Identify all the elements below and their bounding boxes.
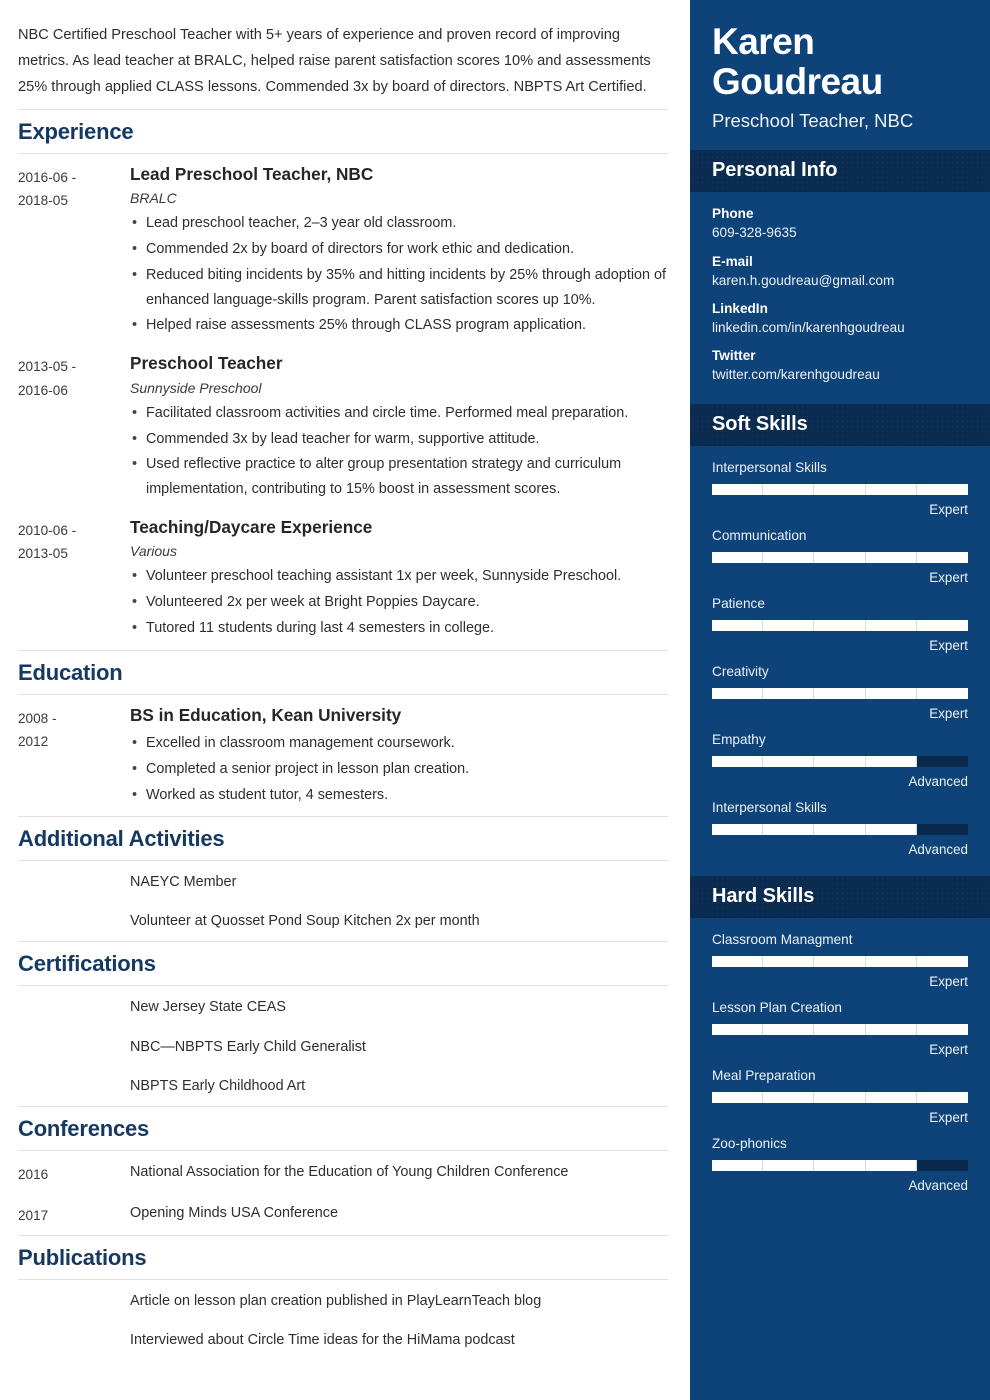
entry-body bbox=[130, 517, 668, 642]
section-education bbox=[18, 650, 668, 809]
row-text: National Association for the Education of Young Children Conference bbox=[130, 1163, 569, 1180]
skill-bar bbox=[712, 1092, 968, 1103]
skill-item bbox=[712, 1000, 968, 1057]
skill-bar-ticks bbox=[712, 824, 968, 835]
bullet-item: • Volunteered 2x per week at Bright Poppies Daycare. bbox=[130, 590, 668, 615]
row-text: NAEYC Member bbox=[130, 874, 237, 891]
bullet-item: • Helped raise assessments 25% through CLASS program application. bbox=[130, 313, 668, 338]
skill-name: Zoo-phonics bbox=[712, 1135, 787, 1151]
entry-title: Lead Preschool Teacher, NBC bbox=[130, 163, 374, 184]
contact-item-twitter bbox=[712, 348, 968, 384]
entry-organization: BRALC bbox=[130, 190, 177, 207]
bullet-item: • Commended 2x by board of directors for work ethic and dedication. bbox=[130, 237, 668, 262]
bullet-item: • Completed a senior project in lesson plan creation. bbox=[130, 757, 668, 782]
professional-summary: NBC Certified Preschool Teacher with 5+ years of experience and proven record of improving metrics. As lead teacher at BRALC, helped raise parent satisfaction scores 10% and assessments 25% through applied CLASS lessons. Commended 3x by board of directors. NBPTS Art Certified. bbox=[18, 27, 651, 95]
entry-bullets bbox=[130, 731, 668, 807]
skill-bar bbox=[712, 552, 968, 563]
contact-value[interactable]: 609-328-9635 bbox=[712, 225, 797, 241]
skill-bar-ticks bbox=[712, 756, 968, 767]
row-text: Opening Minds USA Conference bbox=[130, 1205, 338, 1221]
additional-activities-rows bbox=[18, 861, 668, 933]
soft-skills-body bbox=[690, 446, 990, 876]
contact-label: Phone bbox=[712, 206, 754, 222]
entry-dates bbox=[18, 705, 130, 809]
skill-name: Interpersonal Skills bbox=[712, 459, 827, 475]
section-title-conferences: Conferences bbox=[18, 1115, 150, 1141]
experience-entries bbox=[18, 154, 668, 642]
row-date bbox=[18, 996, 130, 1019]
entry-organization: Various bbox=[130, 543, 177, 560]
contact-value[interactable]: twitter.com/karenhgoudreau bbox=[712, 367, 880, 383]
section-title-certifications: Certifications bbox=[18, 951, 156, 977]
row-text: New Jersey State CEAS bbox=[130, 999, 286, 1016]
experience-entry bbox=[18, 353, 668, 503]
section-title-education: Education bbox=[18, 659, 123, 685]
row-text: Article on lesson plan creation published in PlayLearnTeach blog bbox=[130, 1293, 542, 1310]
date-from: 2008 - bbox=[18, 710, 57, 726]
section-certifications bbox=[18, 941, 668, 1097]
skill-bar-ticks bbox=[712, 552, 968, 563]
skill-item bbox=[712, 732, 968, 789]
skill-bar-ticks bbox=[712, 688, 968, 699]
section-title-additional-activities: Additional Activities bbox=[18, 826, 225, 852]
bullet-item: • Worked as student tutor, 4 semesters. bbox=[130, 783, 668, 808]
row-text: Volunteer at Quosset Pond Soup Kitchen 2x per month bbox=[130, 913, 480, 930]
skill-bar bbox=[712, 688, 968, 699]
bullet-item: • Commended 3x by lead teacher for warm, supportive attitude. bbox=[130, 427, 668, 452]
section-additional-activities bbox=[18, 816, 668, 933]
education-entry bbox=[18, 705, 668, 809]
skill-name: Meal Preparation bbox=[712, 1067, 816, 1083]
sidebar-section-header-personal-info bbox=[690, 150, 990, 192]
bullet-item: • Excelled in classroom management coursework. bbox=[130, 731, 668, 756]
candidate-name: Karen Goudreau bbox=[712, 21, 883, 102]
sidebar bbox=[690, 0, 990, 1400]
date-from: 2010-06 - bbox=[18, 522, 77, 538]
certifications-rows bbox=[18, 986, 668, 1097]
entry-dates bbox=[18, 353, 130, 503]
skill-item bbox=[712, 460, 968, 517]
skill-item bbox=[712, 932, 968, 989]
skill-name: Patience bbox=[712, 595, 765, 611]
bullet-item: • Volunteer preschool teaching assistant 1x per week, Sunnyside Preschool. bbox=[130, 564, 668, 589]
row-date bbox=[18, 910, 130, 933]
date-to: 2016-06 bbox=[18, 382, 68, 398]
section-title-experience: Experience bbox=[18, 118, 134, 144]
skill-bar bbox=[712, 484, 968, 495]
entry-dates bbox=[18, 517, 130, 642]
skill-item bbox=[712, 528, 968, 585]
skill-bar bbox=[712, 756, 968, 767]
contact-value[interactable]: karen.h.goudreau@gmail.com bbox=[712, 272, 895, 288]
bullet-item: • Lead preschool teacher, 2–3 year old classroom. bbox=[130, 211, 668, 236]
contact-label: E-mail bbox=[712, 253, 753, 269]
conference-row bbox=[18, 1202, 668, 1227]
section-experience bbox=[18, 109, 668, 642]
candidate-role: Preschool Teacher, NBC bbox=[712, 110, 914, 132]
skill-bar-ticks bbox=[712, 484, 968, 495]
certification-row bbox=[18, 1075, 668, 1098]
row-date: 2017 bbox=[18, 1208, 49, 1223]
activity-row bbox=[18, 871, 668, 894]
date-from: 2016-06 - bbox=[18, 169, 77, 185]
skill-level: Advanced bbox=[908, 773, 968, 789]
skill-name: Empathy bbox=[712, 731, 766, 747]
bullet-item: • Reduced biting incidents by 35% and hitting incidents by 25% through adoption of enhanced language-skills program. Parent satisfaction scores up 10%. bbox=[130, 263, 668, 313]
date-from: 2013-05 - bbox=[18, 359, 77, 375]
contact-value[interactable]: linkedin.com/in/karenhgoudreau bbox=[712, 320, 905, 336]
skill-level: Advanced bbox=[908, 1177, 968, 1193]
skill-name: Interpersonal Skills bbox=[712, 799, 827, 815]
skill-name: Communication bbox=[712, 527, 807, 543]
date-to: 2012 bbox=[18, 733, 49, 749]
row-text: Interviewed about Circle Time ideas for the HiMama podcast bbox=[130, 1332, 515, 1349]
contact-item-phone bbox=[712, 206, 968, 242]
entry-dates bbox=[18, 164, 130, 339]
contact-label: LinkedIn bbox=[712, 301, 768, 317]
skill-item bbox=[712, 1068, 968, 1125]
skill-bar-ticks bbox=[712, 1092, 968, 1103]
sidebar-section-title: Hard Skills bbox=[712, 884, 815, 907]
skill-level: Expert bbox=[929, 705, 968, 721]
skill-level: Advanced bbox=[908, 841, 968, 857]
skill-level: Expert bbox=[929, 1041, 968, 1057]
skill-name: Creativity bbox=[712, 663, 769, 679]
bullet-item: • Tutored 11 students during last 4 semesters in college. bbox=[130, 616, 668, 641]
entry-body bbox=[130, 353, 668, 503]
skill-name: Lesson Plan Creation bbox=[712, 999, 842, 1015]
entry-bullets bbox=[130, 211, 668, 338]
experience-entry bbox=[18, 517, 668, 642]
bullet-item: • Facilitated classroom activities and circle time. Performed meal preparation. bbox=[130, 401, 668, 426]
date-to: 2013-05 bbox=[18, 546, 68, 562]
conference-row bbox=[18, 1161, 668, 1186]
row-date bbox=[18, 1075, 130, 1098]
row-date bbox=[18, 871, 130, 894]
entry-body bbox=[130, 164, 668, 339]
contact-label: Twitter bbox=[712, 348, 756, 364]
contact-item-email bbox=[712, 254, 968, 290]
bullet-item: • Used reflective practice to alter group presentation strategy and curriculum implementation, contributing to 15% boost in assessment scores. bbox=[130, 452, 668, 502]
row-date bbox=[18, 1290, 130, 1313]
sidebar-section-title: Soft Skills bbox=[712, 412, 808, 435]
skill-bar bbox=[712, 1160, 968, 1171]
entry-bullets bbox=[130, 401, 668, 502]
skill-bar bbox=[712, 956, 968, 967]
skill-bar bbox=[712, 824, 968, 835]
row-text: NBC—NBPTS Early Child Generalist bbox=[130, 1038, 366, 1055]
skill-item bbox=[712, 800, 968, 857]
entry-body bbox=[130, 705, 668, 809]
skill-bar-ticks bbox=[712, 1024, 968, 1035]
skill-level: Expert bbox=[929, 501, 968, 517]
section-conferences bbox=[18, 1106, 668, 1228]
section-title-publications: Publications bbox=[18, 1245, 147, 1271]
publication-row bbox=[18, 1290, 668, 1313]
contact-item-linkedin bbox=[712, 301, 968, 337]
skill-item bbox=[712, 664, 968, 721]
skill-bar-ticks bbox=[712, 620, 968, 631]
row-date bbox=[18, 1036, 130, 1059]
skill-bar bbox=[712, 1024, 968, 1035]
sidebar-header bbox=[690, 0, 990, 150]
entry-title: Teaching/Daycare Experience bbox=[130, 516, 373, 537]
skill-bar bbox=[712, 620, 968, 631]
row-date bbox=[18, 1329, 130, 1352]
entry-bullets bbox=[130, 564, 668, 640]
skill-level: Expert bbox=[929, 1109, 968, 1125]
hard-skills-body bbox=[690, 918, 990, 1212]
conferences-rows bbox=[18, 1151, 668, 1228]
sidebar-section-title: Personal Info bbox=[712, 159, 838, 182]
entry-title: BS in Education, Kean University bbox=[130, 704, 402, 725]
certification-row bbox=[18, 1036, 668, 1059]
publication-row bbox=[18, 1329, 668, 1352]
certification-row bbox=[18, 996, 668, 1019]
skill-item bbox=[712, 596, 968, 653]
sidebar-section-header-hard-skills bbox=[690, 876, 990, 918]
skill-level: Expert bbox=[929, 637, 968, 653]
skill-item bbox=[712, 1136, 968, 1193]
activity-row bbox=[18, 910, 668, 933]
skill-bar-ticks bbox=[712, 956, 968, 967]
skill-name: Classroom Managment bbox=[712, 931, 853, 947]
skill-level: Expert bbox=[929, 569, 968, 585]
date-to: 2018-05 bbox=[18, 193, 68, 209]
education-entries bbox=[18, 695, 668, 809]
entry-organization: Sunnyside Preschool bbox=[130, 379, 262, 396]
row-text: NBPTS Early Childhood Art bbox=[130, 1077, 306, 1094]
experience-entry bbox=[18, 164, 668, 339]
sidebar-section-header-soft-skills bbox=[690, 404, 990, 446]
skill-level: Expert bbox=[929, 973, 968, 989]
publications-rows bbox=[18, 1280, 668, 1352]
section-publications bbox=[18, 1235, 668, 1352]
row-date: 2016 bbox=[18, 1166, 49, 1182]
personal-info-body bbox=[690, 192, 990, 403]
entry-title: Preschool Teacher bbox=[130, 353, 283, 374]
skill-bar-ticks bbox=[712, 1160, 968, 1171]
